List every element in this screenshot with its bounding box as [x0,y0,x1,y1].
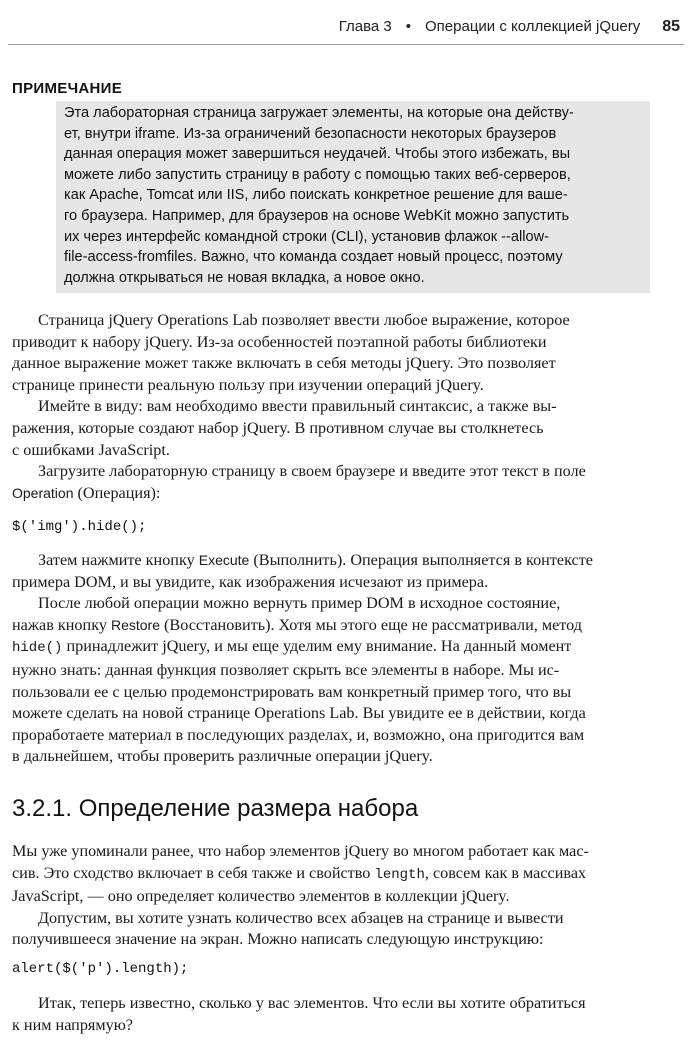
note-line: как Apache, Tomcat или IIS, либо поискать конкретное решение для ваше- [64,187,568,204]
text-line: приводит к набору jQuery. Из-за особенностей поэтапной работы библиотеки [12,332,547,351]
note-line: file-access-fromfiles. Важно, что команда создает новый процесс, поэтому [64,249,563,266]
text-line: После любой операции можно вернуть пример DOM в исходное состояние, [38,594,561,613]
text-fragment: нажав кнопку [12,615,111,634]
text-line [12,636,680,660]
hide-code: hide() [12,640,63,657]
text-line: странице принести реальную пользу при изучении операций jQuery. [12,375,484,394]
text-line: Имейте в виду: вам необходимо ввести правильный синтаксис, а также вы- [38,397,557,416]
text-fragment: (Восстановить). Хотя мы этого еще не рассматривали, метод [160,615,583,634]
length-code: length [374,866,425,883]
text-line: нужно знать: данная функция позволяет скрыть все элементы в наборе. Мы ис- [12,660,560,679]
note-title: ПРИМЕЧАНИЕ [12,80,123,97]
text-line: можете сделать на новой странице Operations Lab. Вы увидите ее в действии, когда [12,704,586,723]
note-box [56,101,650,293]
text-line [12,615,680,637]
paragraph-execute [12,550,680,768]
paragraph-direct-access [12,993,680,1036]
note-line: можете либо запустить страницу в работу с помощью таких веб-серверов, [64,166,571,183]
section-heading: 3.2.1. Определение размера набора [12,795,419,822]
chapter-title: Операции с коллекцией jQuery [425,18,641,35]
paragraph-operations-lab [12,310,680,504]
text-line: Страница jQuery Operations Lab позволяет ввести любое выражение, которое [38,311,570,329]
note-line: ет, внутри iframe. Из-за ограничений безопасности некоторых браузеров [64,125,557,142]
text-line [12,863,680,887]
restore-term: Restore [110,616,160,633]
text-fragment: принадлежит jQuery, и мы еще уделим ему внимание. На данный момент [62,637,572,656]
text-line: Загрузите лабораторную страницу в своем браузере и введите этот текст в поле [38,462,586,481]
text-line: примера DOM, и вы увидите, как изображения исчезают из примера. [12,572,489,591]
operation-term: Operation [12,484,74,501]
header-bullet: • [405,18,411,35]
text-line [12,550,680,572]
text-line: Допустим, вы хотите узнать количество всех абзацев на странице и вывести [38,908,564,927]
text-line: проработаете материал в последующих разделах, и, возможно, она пригодится вам [12,725,585,744]
paragraph-set-size [12,841,680,951]
text-fragment: (Операция): [73,483,161,502]
text-line: в дальнейшем, чтобы проверить различные операции jQuery. [12,747,433,766]
text-line: ражения, которые создают набор jQuery. В противном случае вы столкнетесь [12,418,544,437]
page-number: 85 [662,18,680,35]
text-line: Итак, теперь известно, сколько у вас элементов. Что если вы хотите обратиться [38,994,586,1012]
text-line: данное выражение может также включать в себя методы jQuery. Это позволяет [12,354,556,373]
header-rule [8,44,684,45]
note-line: данная операция может завершиться неудачей. Чтобы этого избежать, вы [64,146,571,163]
text-fragment: сив. Это сходство включает в себя также и свойство [12,863,375,882]
text-line [12,483,680,505]
text-fragment: Затем нажмите кнопку [38,551,199,569]
text-line: JavaScript, — оно определяет количество элементов в коллекции jQuery. [12,887,510,906]
text-fragment: (Выполнить). Операция выполняется в контексте [249,551,593,569]
text-line: Мы уже упоминали ранее, что набор элементов jQuery во многом работает как мас- [12,842,589,860]
text-line: с ошибками JavaScript. [12,440,170,459]
text-line: к ним напрямую? [12,1015,133,1034]
note-line: их через интерфейс командной строки (CLI), установив флажок --allow- [64,228,550,245]
note-line: должна открываться не новая вкладка, а новое окно. [64,269,425,286]
code-hide-images: $('img').hide(); [12,519,147,535]
code-alert-length: alert($('p').length); [12,961,189,977]
chapter-label: Глава 3 [338,18,392,35]
note-line: Эта лабораторная страница загружает элементы, на которые она действу- [64,105,574,121]
text-fragment: , совсем как в массивах [424,863,587,882]
note-line: го браузера. Например, для браузеров на основе WebKit можно запустить [64,207,570,224]
execute-term: Execute [198,552,250,568]
running-header [0,18,680,36]
text-line: пользовали ее с целью продемонстрировать вам конкретный пример того, что вы [12,682,572,701]
text-line: получившееся значение на экран. Можно написать следующую инструкцию: [12,930,544,949]
